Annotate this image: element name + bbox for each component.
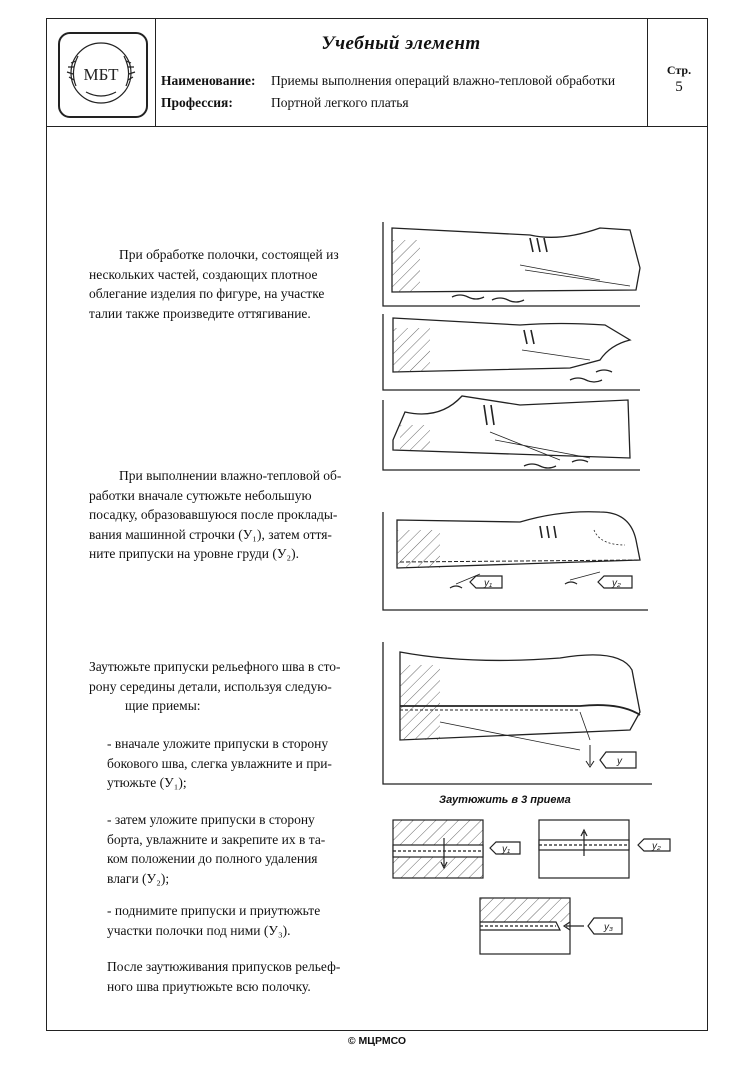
text-line: ного шва приутюжьте всю полочку. (107, 978, 311, 994)
label-u3-section: у₃ (604, 922, 613, 933)
text-line: талии также произведите оттягивание. (89, 305, 311, 321)
text-line: борта, увлажните и закрепите их в та- (107, 831, 326, 847)
text-line: - поднимите припуски и приутюжьте (107, 903, 321, 918)
document-title: Учебный элемент (321, 33, 481, 54)
figure-section-u1 (393, 820, 520, 878)
text-line: При выполнении влажно-тепловой об- (119, 468, 342, 483)
figure-front-panel-3 (383, 396, 640, 470)
text-line: - затем уложите припуски в сторону (107, 812, 315, 827)
text-line: облегание изделия по фигуре, на участке (89, 286, 325, 301)
page-label: Стр. (666, 63, 692, 77)
figure-caption: Заутюжить в 3 приема (439, 794, 571, 806)
footer-copyright: © МЦРМСО (347, 1035, 407, 1047)
profession-label: Профессия: (161, 95, 233, 110)
text-line: влаги (У₂); (107, 870, 170, 886)
text-line: посадку, образовавшуюся после проклады- (89, 507, 338, 522)
label-u: у (617, 756, 622, 767)
text-line: При обработке полочки, состоящей из (119, 247, 339, 262)
text-line: вания машинной строчки (У₁), затем оття- (89, 526, 332, 542)
text-line: утюжьте (У₁); (107, 775, 187, 790)
figure-front-panel-1 (383, 222, 640, 306)
text-line: Заутюжьте припуски рельефного шва в сто- (89, 659, 341, 674)
logo-text: МБТ (83, 65, 119, 84)
profession-value: Портной легкого платья (271, 95, 409, 110)
name-value: Приемы выполнения операций влажно-тепловой обработки (271, 73, 616, 88)
label-u2-section: у₂ (652, 841, 661, 852)
text-line: работки вначале сутюжьте небольшую (89, 487, 312, 503)
label-u1-section: у₁ (502, 844, 511, 855)
text-line: щие приемы: (125, 698, 201, 713)
text-line: - вначале уложите припуски в сторону (107, 736, 329, 751)
label-u1: у₁ (484, 578, 493, 589)
text-line: ните припуски на уровне груди (У₂). (89, 546, 299, 561)
label-u2: у₂ (612, 578, 621, 589)
text-line: После заутюживания припусков рельеф- (107, 959, 341, 974)
page-number: 5 (675, 79, 683, 95)
name-label: Наименование: (161, 73, 256, 88)
figure-front-u1-u2 (383, 512, 648, 610)
text-line: ком положении до полного удаления (107, 851, 318, 866)
figure-relief-seam (383, 642, 652, 784)
text-line: нескольких частей, создающих плотное (89, 266, 318, 282)
figure-section-u2 (539, 820, 670, 878)
text-line: рону середины детали, используя следую- (89, 678, 332, 694)
figure-section-u3 (480, 898, 622, 954)
text-line: бокового шва, слегка увлажните и при- (107, 755, 332, 771)
text-line: участки полочки под ними (У₃). (107, 922, 291, 938)
figure-front-panel-2 (383, 314, 640, 390)
